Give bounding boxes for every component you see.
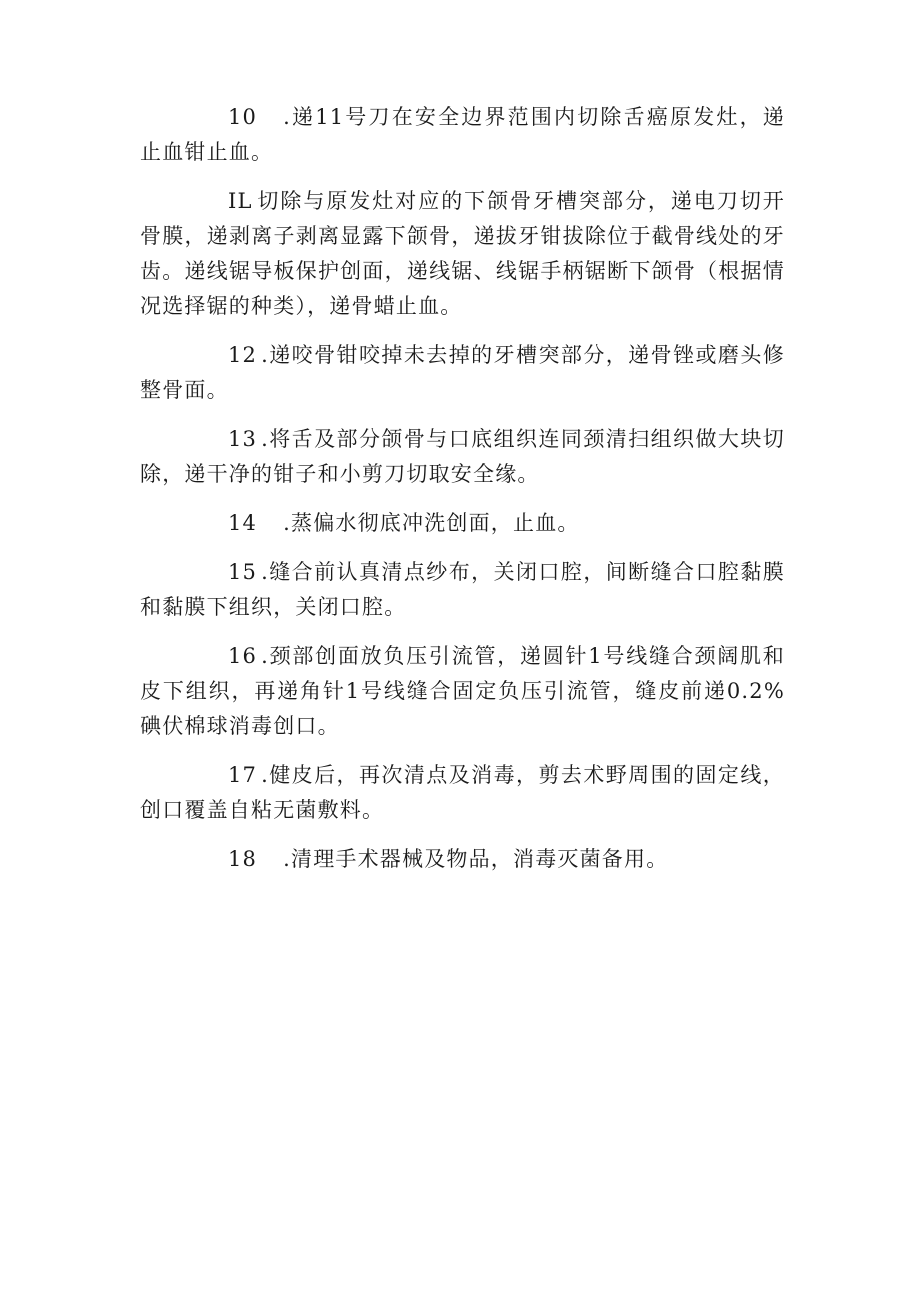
step-number: 15: [228, 560, 258, 584]
step-paragraph-18: [140, 842, 785, 877]
step-paragraph-17: [140, 758, 785, 828]
step-text: .蒸偏水彻底冲洗创面，止血。: [283, 511, 580, 535]
step-text: .将舌及部分颌骨与口底组织连同颈清扫组织做大块切除，递干净的钳子和小剪刀切取安全缘。: [140, 427, 785, 486]
step-number: 14: [228, 511, 258, 535]
step-text: 切除与原发灶对应的下颌骨牙槽突部分，递电刀切开骨膜，递剥离子剥离显露下颌骨，递拔牙钳拔除位于截骨线处的牙齿。递线锯导板保护创面，递线锯、线锯手柄锯断下颌骨（根据情况选择锯的种类），递骨蜡止血。: [140, 189, 785, 318]
step-number: 17: [228, 763, 258, 787]
step-paragraph-11: [140, 184, 785, 324]
step-text: .健皮后，再次清点及消毒，剪去术野周围的固定线，创口覆盖自粘无菌敷料。: [140, 763, 785, 822]
step-text: .递11号刀在安全边界范围内切除舌癌原发灶，递止血钳止血。: [140, 105, 785, 164]
step-paragraph-14: [140, 506, 785, 541]
step-paragraph-10: [140, 100, 785, 170]
step-text: .颈部创面放负压引流管，递圆针1号线缝合颈阔肌和皮下组织，再递角针1号线缝合固定负压引流管，缝皮前递0.2%碘伏棉球消毒创口。: [140, 644, 785, 738]
step-paragraph-13: [140, 422, 785, 492]
step-paragraph-12: [140, 338, 785, 408]
step-number: 16: [228, 644, 258, 668]
step-text: .递咬骨钳咬掉未去掉的牙槽突部分，递骨锉或磨头修整骨面。: [140, 343, 785, 402]
step-text: .清理手术器械及物品，消毒灭菌备用。: [283, 847, 669, 871]
step-paragraph-16: [140, 639, 785, 744]
step-number: 10: [228, 105, 258, 129]
step-paragraph-15: [140, 555, 785, 625]
step-number: 13: [228, 427, 258, 451]
step-number: IL: [228, 189, 253, 213]
step-number: 12: [228, 343, 258, 367]
step-number: 18: [228, 847, 258, 871]
body-text: [140, 100, 785, 891]
step-text: .缝合前认真清点纱布，关闭口腔，间断缝合口腔黏膜和黏膜下组织，关闭口腔。: [140, 560, 785, 619]
